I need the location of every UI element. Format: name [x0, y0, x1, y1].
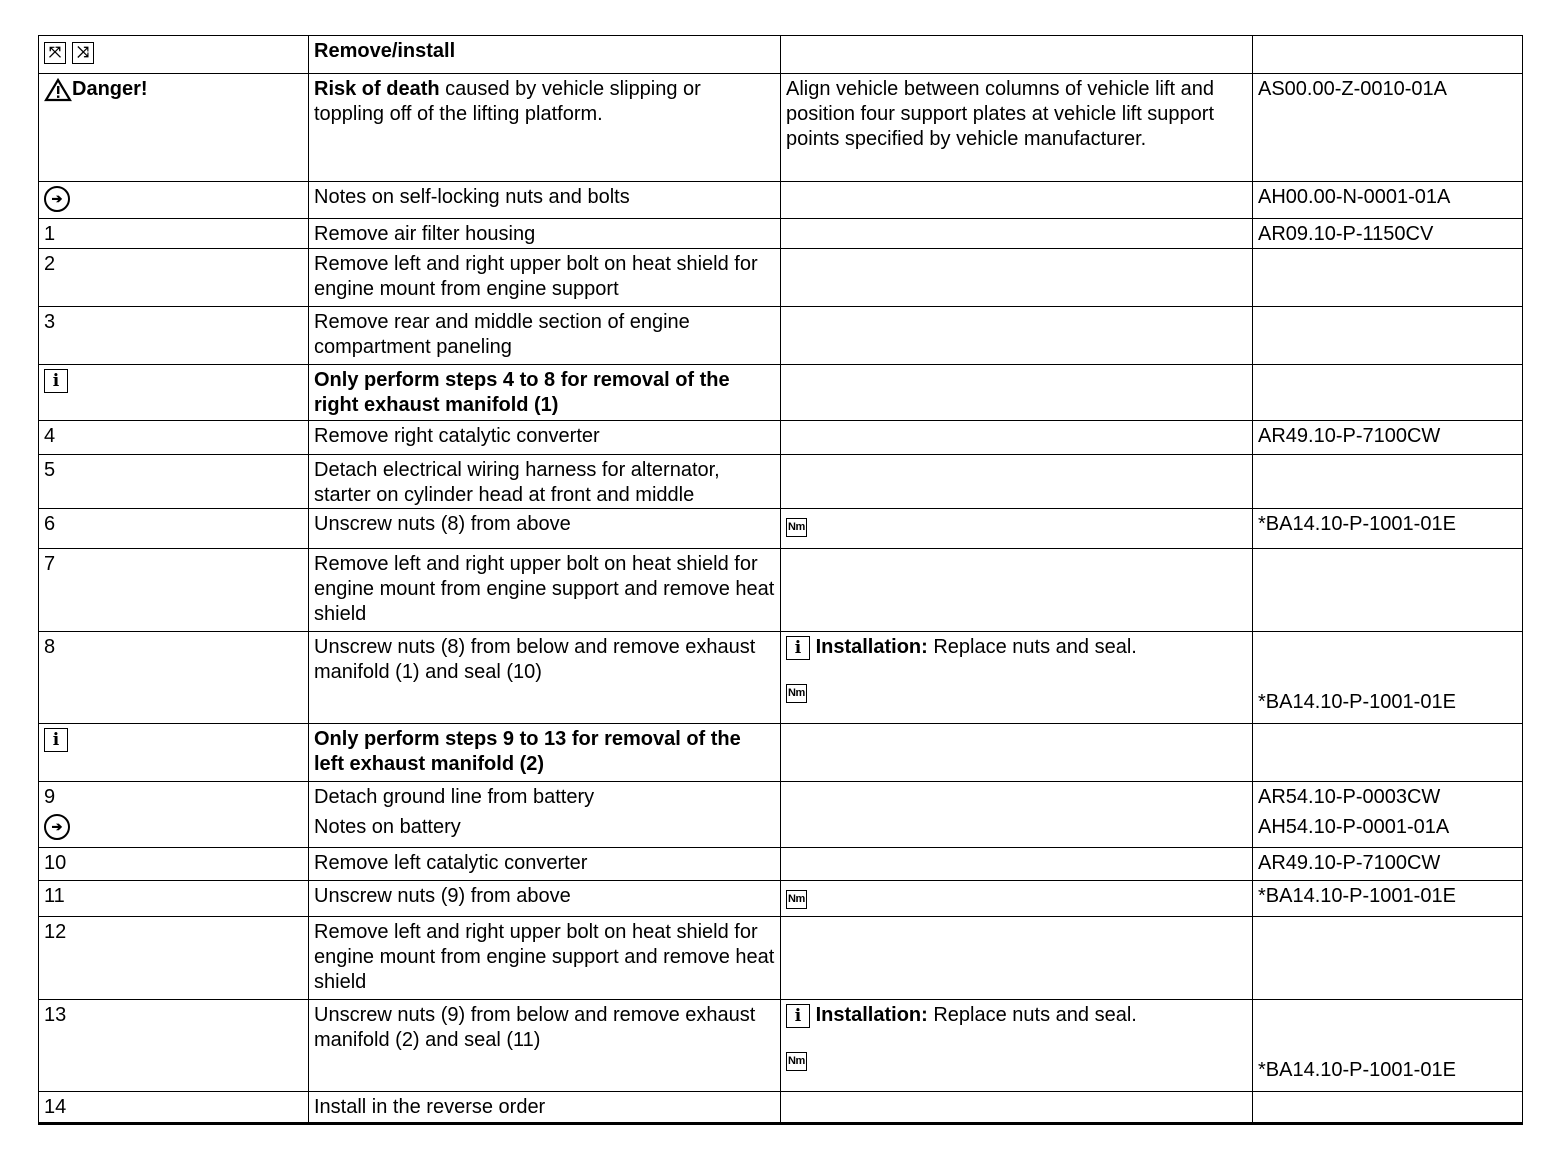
procedure-table — [38, 35, 1523, 1125]
step-number: 9 — [44, 786, 56, 808]
installation-text: Replace nuts and seal. — [927, 636, 1137, 658]
table-row — [39, 219, 1523, 249]
step-text: Remove right catalytic converter — [309, 421, 781, 455]
step-ref: AR09.10-P-1150CV — [1253, 219, 1523, 249]
step-number: 11 — [39, 881, 309, 917]
step-number: 5 — [39, 455, 309, 509]
table-row — [39, 917, 1523, 1000]
notes-row — [39, 182, 1523, 219]
step-text: Remove left and right upper bolt on heat shield for engine mount from engine support and remove heat shield — [309, 549, 781, 632]
note-text: Notes on battery — [314, 816, 461, 838]
warning-triangle-icon — [44, 78, 72, 102]
step-number: 12 — [39, 917, 309, 1000]
danger-ref: AS00.00-Z-0010-01A — [1253, 74, 1523, 182]
installation-text: Replace nuts and seal. — [927, 1004, 1137, 1026]
table-row — [39, 549, 1523, 632]
installation-label: Installation: — [815, 636, 928, 658]
step-number: 13 — [39, 1000, 309, 1092]
info-icon: i — [786, 636, 810, 660]
step-number: 6 — [39, 509, 309, 549]
table-row — [39, 632, 1523, 724]
header-icons — [39, 36, 309, 74]
danger-label: Danger! — [72, 78, 148, 100]
info-text: Only perform steps 9 to 13 for removal of the left exhaust manifold (2) — [309, 724, 781, 782]
table-row — [39, 782, 1523, 848]
step-text: Detach electrical wiring harness for alternator, starter on cylinder head at front and middle — [309, 455, 781, 509]
notes-icon: ➔ — [44, 814, 70, 840]
header-title: Remove/install — [309, 36, 781, 74]
installation-label: Installation: — [815, 1004, 928, 1026]
step-ref: *BA14.10-P-1001-01E — [1253, 881, 1523, 917]
step-ref: AR54.10-P-0003CW — [1258, 786, 1441, 808]
step-number: 3 — [39, 307, 309, 365]
step-text: Detach ground line from battery — [314, 786, 595, 808]
table-row — [39, 1092, 1523, 1124]
remove-icon: ⤧ — [44, 42, 66, 64]
notes-text: Notes on self-locking nuts and bolts — [309, 182, 781, 219]
info-row — [39, 724, 1523, 782]
table-row — [39, 881, 1523, 917]
table-row — [39, 307, 1523, 365]
step-text: Unscrew nuts (9) from above — [309, 881, 781, 917]
step-text: Unscrew nuts (8) from below and remove exhaust manifold (1) and seal (10) — [309, 632, 781, 724]
table-row — [39, 421, 1523, 455]
step-ref: *BA14.10-P-1001-01E — [1258, 1059, 1456, 1081]
step-number: 7 — [39, 549, 309, 632]
step-ref: AR49.10-P-7100CW — [1253, 848, 1523, 881]
info-icon: i — [44, 728, 68, 752]
step-text: Remove left catalytic converter — [309, 848, 781, 881]
step-number: 1 — [39, 219, 309, 249]
notes-ref: AH00.00-N-0001-01A — [1253, 182, 1523, 219]
info-text: Only perform steps 4 to 8 for removal of the right exhaust manifold (1) — [309, 365, 781, 421]
step-text: Remove left and right upper bolt on heat shield for engine mount from engine support and remove heat shield — [309, 917, 781, 1000]
torque-icon: Nm — [786, 890, 807, 909]
install-icon: ⤨ — [72, 42, 94, 64]
step-text: Remove air filter housing — [309, 219, 781, 249]
info-icon: i — [786, 1004, 810, 1028]
step-text: Remove left and right upper bolt on heat shield for engine mount from engine support — [309, 249, 781, 307]
step-ref: *BA14.10-P-1001-01E — [1258, 691, 1456, 713]
step-text: Remove rear and middle section of engine compartment paneling — [309, 307, 781, 365]
note-ref: AH54.10-P-0001-01A — [1258, 816, 1450, 838]
step-text: Install in the reverse order — [309, 1092, 781, 1124]
table-row — [39, 1000, 1523, 1092]
danger-row — [39, 74, 1523, 182]
step-number: 10 — [39, 848, 309, 881]
danger-text: caused by vehicle slipping or toppling off of the lifting platform. — [314, 78, 701, 125]
step-text: Unscrew nuts (8) from above — [309, 509, 781, 549]
table-row — [39, 455, 1523, 509]
table-row — [39, 509, 1523, 549]
step-text: Unscrew nuts (9) from below and remove exhaust manifold (2) and seal (11) — [309, 1000, 781, 1092]
table-row — [39, 249, 1523, 307]
header-row — [39, 36, 1523, 74]
info-icon: i — [44, 369, 68, 393]
danger-measure: Align vehicle between columns of vehicle lift and position four support plates at vehicle lift support points specified by vehicle manufacturer. — [781, 74, 1253, 182]
torque-icon: Nm — [786, 684, 807, 703]
step-ref: AR49.10-P-7100CW — [1253, 421, 1523, 455]
table-row — [39, 848, 1523, 881]
torque-icon: Nm — [786, 518, 807, 537]
danger-title: Risk of death — [314, 78, 440, 100]
info-row — [39, 365, 1523, 421]
step-ref: *BA14.10-P-1001-01E — [1253, 509, 1523, 549]
torque-icon: Nm — [786, 1052, 807, 1071]
step-number: 4 — [39, 421, 309, 455]
notes-icon: ➔ — [44, 186, 70, 212]
step-number: 14 — [39, 1092, 309, 1124]
step-number: 2 — [39, 249, 309, 307]
step-number: 8 — [39, 632, 309, 724]
